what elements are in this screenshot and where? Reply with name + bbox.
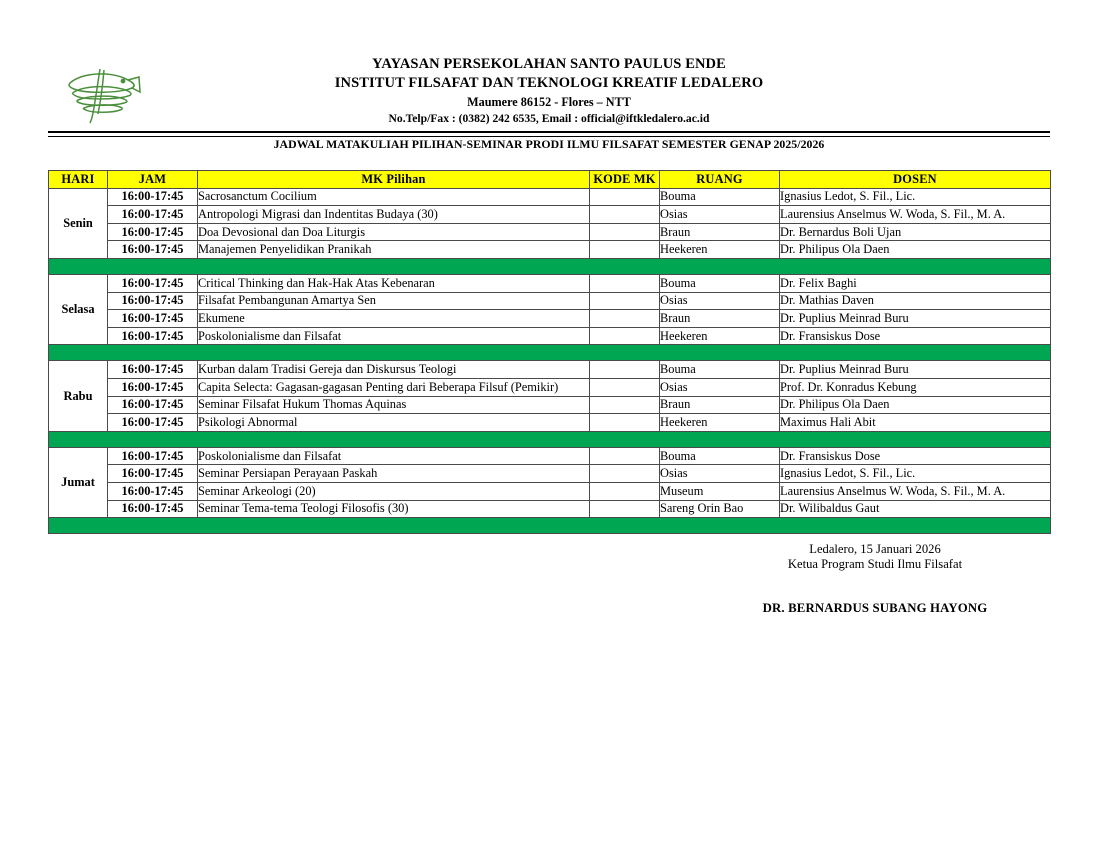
cell-mk: Kurban dalam Tradisi Gereja dan Diskursus Teologi — [198, 361, 590, 379]
cell-mk: Ekumene — [198, 310, 590, 328]
cell-mk: Seminar Persiapan Perayaan Paskah — [198, 465, 590, 483]
cell-dosen: Dr. Philipus Ola Daen — [780, 241, 1051, 259]
cell-kode — [590, 206, 660, 224]
table-header — [49, 171, 1051, 189]
header-rule-thick — [48, 131, 1050, 133]
cell-ruang: Heekeren — [660, 327, 780, 345]
table-row — [49, 396, 1051, 414]
table-row — [49, 378, 1051, 396]
cell-ruang: Bouma — [660, 361, 780, 379]
cell-kode — [590, 378, 660, 396]
cell-dosen: Dr. Philipus Ola Daen — [780, 396, 1051, 414]
signature-place-date: Ledalero, 15 Januari 2026 — [809, 542, 941, 556]
cell-mk: Capita Selecta: Gagasan-gagasan Penting dari Beberapa Filsuf (Pemikir) — [198, 378, 590, 396]
cell-kode — [590, 447, 660, 465]
cell-kode — [590, 396, 660, 414]
column-header-ruang: RUANG — [660, 171, 780, 189]
cell-jam: 16:00-17:45 — [108, 500, 198, 518]
section-separator — [49, 431, 1051, 447]
cell-dosen: Dr. Fransiskus Dose — [780, 327, 1051, 345]
cell-mk: Psikologi Abnormal — [198, 414, 590, 432]
cell-dosen: Prof. Dr. Konradus Kebung — [780, 378, 1051, 396]
table-row — [49, 274, 1051, 292]
cell-ruang: Braun — [660, 223, 780, 241]
cell-dosen: Dr. Wilibaldus Gaut — [780, 500, 1051, 518]
cell-mk: Doa Devosional dan Doa Liturgis — [198, 223, 590, 241]
section-separator-bar — [49, 518, 1051, 534]
section-separator-bar — [49, 258, 1051, 274]
day-cell: Jumat — [49, 447, 108, 517]
section-separator-bar — [49, 345, 1051, 361]
schedule-table — [48, 170, 1051, 534]
cell-kode — [590, 241, 660, 259]
cell-mk: Antropologi Migrasi dan Indentitas Budaya (30) — [198, 206, 590, 224]
cell-dosen: Laurensius Anselmus W. Woda, S. Fil., M. A. — [780, 206, 1051, 224]
section-separator — [49, 345, 1051, 361]
signature-role: Ketua Program Studi Ilmu Filsafat — [787, 557, 963, 572]
cell-dosen: Dr. Bernardus Boli Ujan — [780, 223, 1051, 241]
cell-ruang: Braun — [660, 310, 780, 328]
table-row — [49, 292, 1051, 310]
table-row — [49, 482, 1051, 500]
table-row — [49, 188, 1051, 206]
header-row — [49, 171, 1051, 189]
column-header-mk: MK Pilihan — [198, 171, 590, 189]
cell-ruang: Bouma — [660, 188, 780, 206]
cell-mk: Poskolonialisme dan Filsafat — [198, 447, 590, 465]
day-cell: Rabu — [49, 361, 108, 431]
cell-jam: 16:00-17:45 — [108, 378, 198, 396]
day-cell: Selasa — [49, 274, 108, 344]
table-row — [49, 447, 1051, 465]
cell-dosen: Dr. Fransiskus Dose — [780, 447, 1051, 465]
table-row — [49, 223, 1051, 241]
cell-mk: Filsafat Pembangunan Amartya Sen — [198, 292, 590, 310]
section-separator — [49, 518, 1051, 534]
table-row — [49, 361, 1051, 379]
section-separator — [49, 258, 1051, 274]
cell-kode — [590, 465, 660, 483]
cell-kode — [590, 292, 660, 310]
cell-jam: 16:00-17:45 — [108, 396, 198, 414]
document-title: JADWAL MATAKULIAH PILIHAN-SEMINAR PRODI ILMU FILSAFAT SEMESTER GENAP 2025/2026 — [273, 137, 825, 151]
fish-logo-icon — [60, 61, 146, 127]
cell-kode — [590, 361, 660, 379]
cell-ruang: Osias — [660, 465, 780, 483]
cell-jam: 16:00-17:45 — [108, 447, 198, 465]
cell-dosen: Dr. Mathias Daven — [780, 292, 1051, 310]
cell-ruang: Bouma — [660, 274, 780, 292]
cell-ruang: Heekeren — [660, 414, 780, 432]
cell-jam: 16:00-17:45 — [108, 188, 198, 206]
cell-mk: Poskolonialisme dan Filsafat — [198, 327, 590, 345]
column-header-hari: HARI — [49, 171, 108, 189]
institute-contact: No.Telp/Fax : (0382) 242 6535, Email : official@iftkledalero.ac.id — [388, 112, 710, 126]
cell-dosen: Dr. Puplius Meinrad Buru — [780, 361, 1051, 379]
cell-ruang: Braun — [660, 396, 780, 414]
cell-ruang: Heekeren — [660, 241, 780, 259]
cell-kode — [590, 223, 660, 241]
table-row — [49, 327, 1051, 345]
signature-block — [700, 542, 1050, 616]
table-row — [49, 500, 1051, 518]
foundation-name: YAYASAN PERSEKOLAHAN SANTO PAULUS ENDE — [372, 56, 726, 72]
cell-kode — [590, 310, 660, 328]
cell-jam: 16:00-17:45 — [108, 206, 198, 224]
cell-ruang: Sareng Orin Bao — [660, 500, 780, 518]
cell-jam: 16:00-17:45 — [108, 292, 198, 310]
cell-ruang: Museum — [660, 482, 780, 500]
cell-ruang: Bouma — [660, 447, 780, 465]
institute-address: Maumere 86152 - Flores – NTT — [467, 94, 631, 109]
signature-name: DR. BERNARDUS SUBANG HAYONG — [762, 600, 988, 615]
cell-kode — [590, 188, 660, 206]
cell-jam: 16:00-17:45 — [108, 223, 198, 241]
cell-jam: 16:00-17:45 — [108, 482, 198, 500]
cell-dosen: Laurensius Anselmus W. Woda, S. Fil., M. A. — [780, 482, 1051, 500]
column-header-kode: KODE MK — [590, 171, 660, 189]
cell-mk: Manajemen Penyelidikan Pranikah — [198, 241, 590, 259]
letterhead — [48, 55, 1050, 135]
cell-dosen: Dr. Puplius Meinrad Buru — [780, 310, 1051, 328]
table-row — [49, 465, 1051, 483]
cell-mk: Seminar Tema-tema Teologi Filosofis (30) — [198, 500, 590, 518]
section-separator-bar — [49, 431, 1051, 447]
table-row — [49, 414, 1051, 432]
cell-jam: 16:00-17:45 — [108, 327, 198, 345]
cell-dosen: Dr. Felix Baghi — [780, 274, 1051, 292]
schedule-table-container — [48, 170, 1050, 534]
column-header-dosen: DOSEN — [780, 171, 1051, 189]
cell-jam: 16:00-17:45 — [108, 361, 198, 379]
column-header-jam: JAM — [108, 171, 198, 189]
cell-mk: Seminar Arkeologi (20) — [198, 482, 590, 500]
table-row — [49, 241, 1051, 259]
cell-kode — [590, 327, 660, 345]
cell-jam: 16:00-17:45 — [108, 465, 198, 483]
cell-jam: 16:00-17:45 — [108, 414, 198, 432]
cell-dosen: Ignasius Ledot, S. Fil., Lic. — [780, 465, 1051, 483]
cell-jam: 16:00-17:45 — [108, 274, 198, 292]
cell-kode — [590, 274, 660, 292]
cell-kode — [590, 500, 660, 518]
cell-mk: Seminar Filsafat Hukum Thomas Aquinas — [198, 396, 590, 414]
cell-mk: Sacrosanctum Cocilium — [198, 188, 590, 206]
cell-kode — [590, 414, 660, 432]
table-body — [49, 188, 1051, 534]
cell-kode — [590, 482, 660, 500]
table-row — [49, 206, 1051, 224]
cell-dosen: Ignasius Ledot, S. Fil., Lic. — [780, 188, 1051, 206]
table-row — [49, 310, 1051, 328]
cell-jam: 16:00-17:45 — [108, 310, 198, 328]
cell-jam: 16:00-17:45 — [108, 241, 198, 259]
cell-ruang: Osias — [660, 292, 780, 310]
cell-ruang: Osias — [660, 206, 780, 224]
cell-dosen: Maximus Hali Abit — [780, 414, 1051, 432]
cell-mk: Critical Thinking dan Hak-Hak Atas Kebenaran — [198, 274, 590, 292]
cell-ruang: Osias — [660, 378, 780, 396]
institute-name: INSTITUT FILSAFAT DAN TEKNOLOGI KREATIF LEDALERO — [334, 75, 764, 92]
day-cell: Senin — [49, 188, 108, 258]
